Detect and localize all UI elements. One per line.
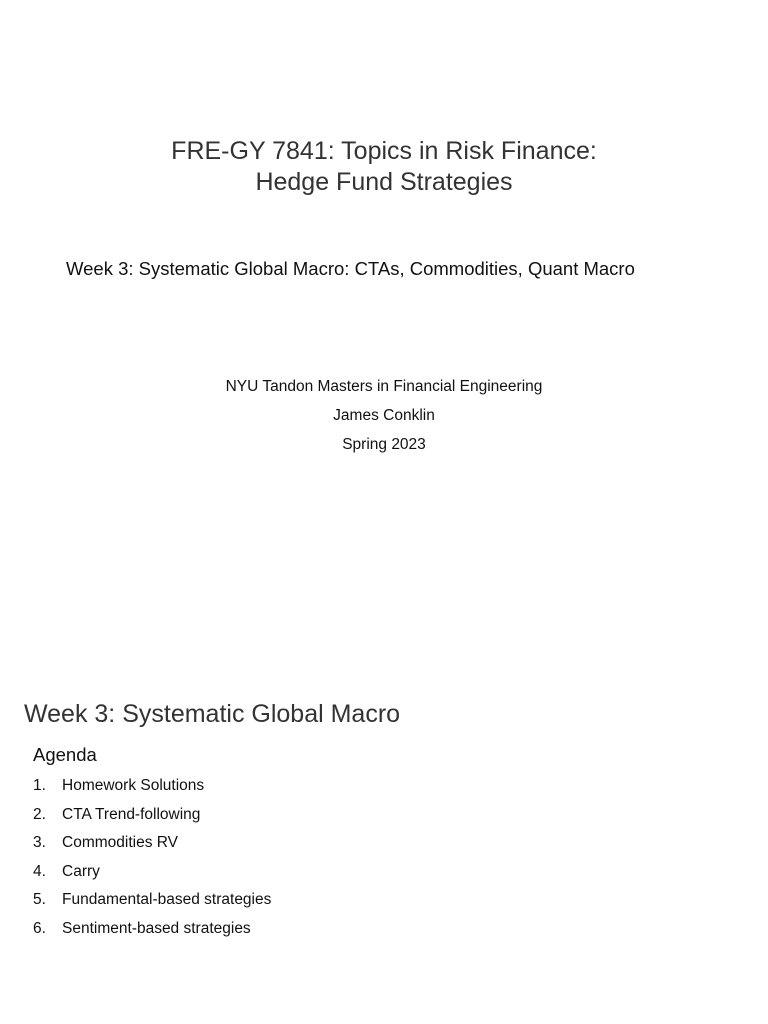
agenda-item-number: 1. (33, 777, 46, 794)
program-name: NYU Tandon Masters in Financial Engineering (225, 378, 543, 395)
agenda-item (33, 801, 271, 830)
agenda-item (33, 886, 271, 915)
byline (0, 372, 768, 459)
agenda-item-label: Commodities RV (62, 834, 179, 852)
agenda-item (33, 772, 271, 801)
agenda-item-label: Fundamental-based strategies (62, 891, 272, 909)
agenda-item-number: 3. (33, 834, 46, 852)
course-title-line-2: Hedge Fund Strategies (255, 168, 513, 196)
agenda-item-number: 6. (33, 919, 46, 937)
agenda-item (33, 829, 271, 858)
agenda-item-label: Homework Solutions (62, 777, 205, 794)
course-title-line-1: FRE-GY 7841: Topics in Risk Finance: (171, 137, 597, 165)
agenda-item (33, 915, 271, 944)
agenda-item-number: 2. (33, 805, 46, 823)
agenda-list (33, 772, 271, 944)
instructor-name: James Conklin (333, 407, 435, 424)
agenda-slide (0, 512, 768, 1024)
course-title (0, 136, 768, 198)
agenda-item-label: Carry (62, 862, 100, 880)
agenda-heading: Agenda (33, 744, 97, 765)
agenda-item (33, 858, 271, 887)
agenda-item-number: 5. (33, 891, 46, 909)
term: Spring 2023 (342, 436, 426, 453)
week-subtitle: Week 3: Systematic Global Macro: CTAs, Commodities, Quant Macro (66, 258, 635, 279)
section-title: Week 3: Systematic Global Macro (24, 700, 401, 728)
agenda-item-number: 4. (33, 862, 46, 880)
agenda-item-label: Sentiment-based strategies (62, 919, 251, 937)
agenda-item-label: CTA Trend-following (62, 805, 201, 823)
